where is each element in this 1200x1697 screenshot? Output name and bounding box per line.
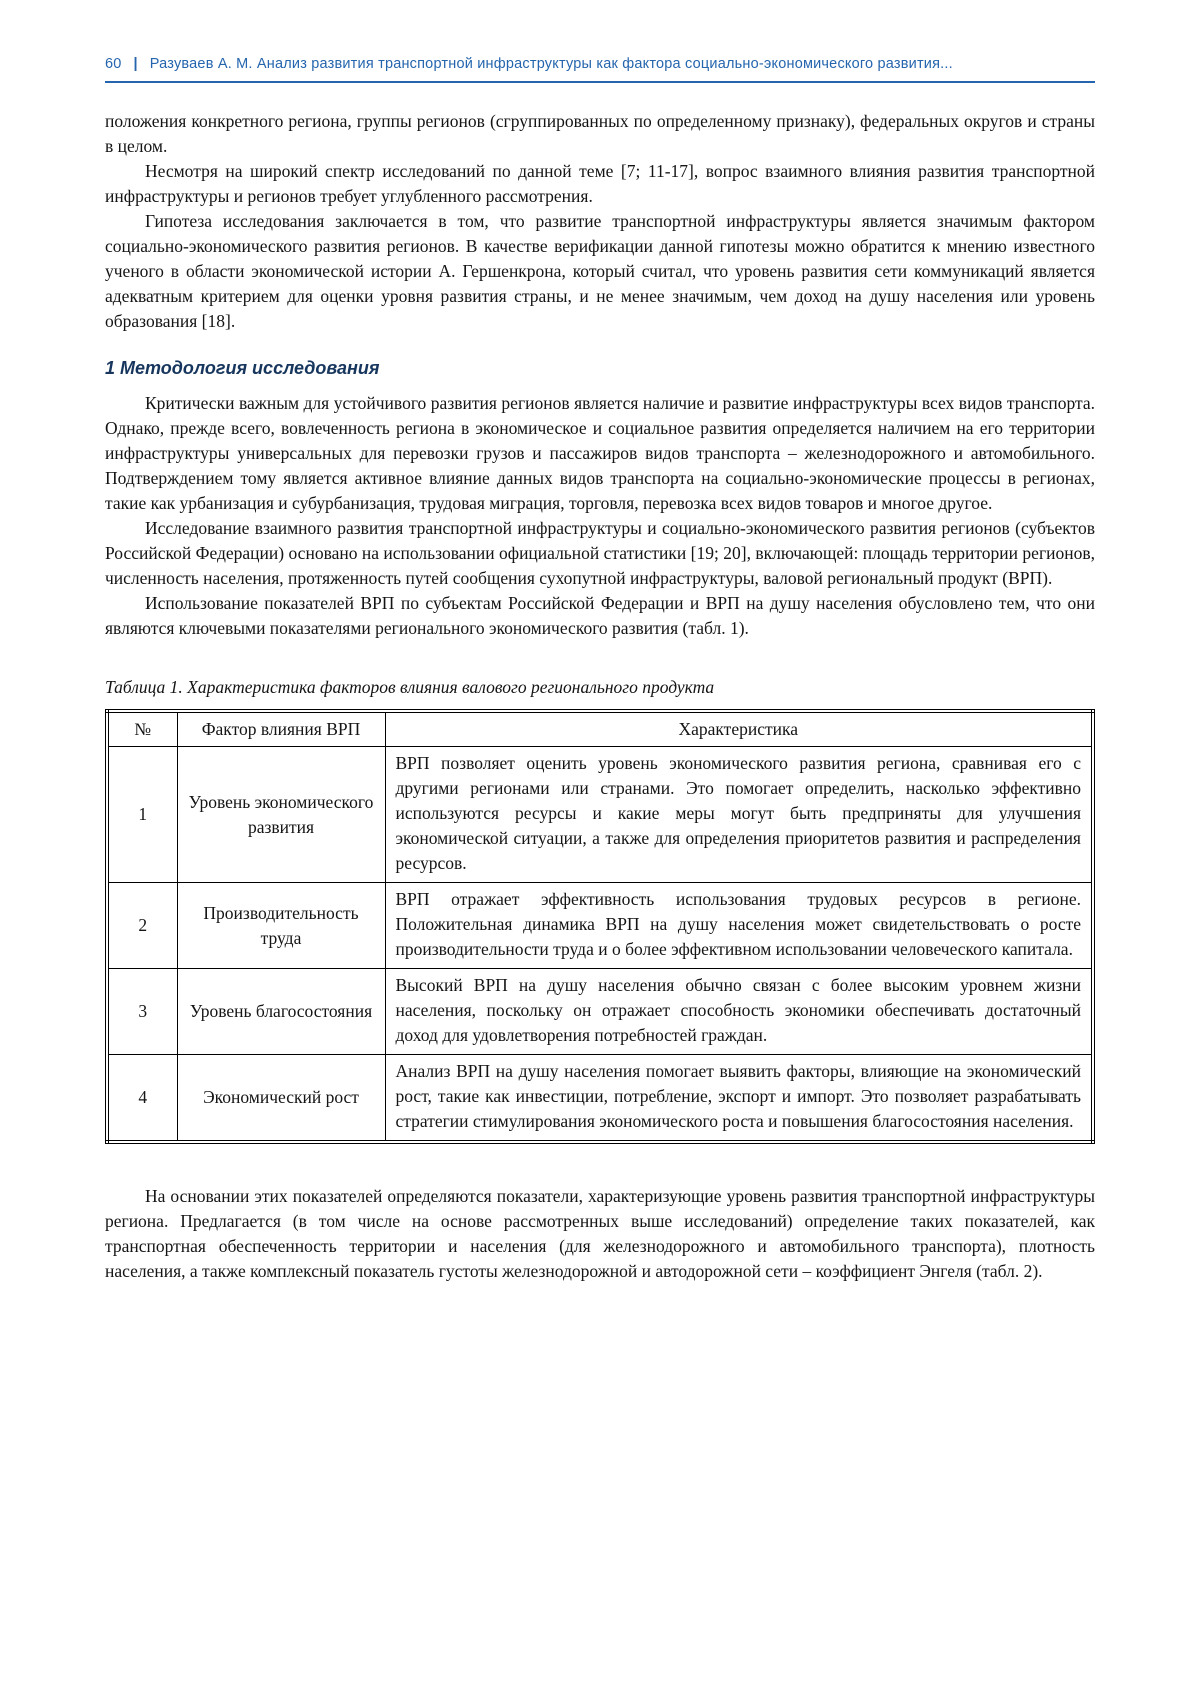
page-number: 60 xyxy=(105,56,122,72)
paragraph: Несмотря на широкий спектр исследований по данной теме [7; 11-17], вопрос взаимного влияния развития транспортной инфраструктуры и регионов требует углубленного рассмотрения. xyxy=(105,161,1095,206)
paragraph: Исследование взаимного развития транспортной инфраструктуры и социально-экономического развития регионов (субъектов Российской Федерации) основано на использовании официальной статистики [19; 20], включающей: площадь территории регионов, численность населения, протяженность путей сообщения сухопутной инфраструктуры, валовой региональный продукт (ВРП). xyxy=(105,518,1095,588)
running-title: Разуваев А. М. Анализ развития транспортной инфраструктуры как фактора социально-экономического развития... xyxy=(149,56,953,72)
row-characteristic: Высокий ВРП на душу населения обычно связан с более высоким уровнем жизни населения, поскольку он отражает способность экономики обеспечивать достаточный доход для удовлетворения потребностей граждан. xyxy=(385,969,1093,1055)
table-header-row xyxy=(107,711,1093,747)
paragraph-continuation: положения конкретного региона, группы регионов (сгруппированных по определенному признаку), федеральных округов и страны в целом. xyxy=(105,111,1095,156)
row-number: 2 xyxy=(107,883,177,969)
column-header-number: № xyxy=(107,711,177,747)
page-header xyxy=(105,56,1095,72)
table-row xyxy=(107,969,1093,1055)
row-characteristic: ВРП позволяет оценить уровень экономического развития региона, сравнивая его с другими регионами или странами. Это помогает определить, насколько эффективно используются ресурсы и какие меры могут быть предприняты для улучшения экономической ситуации, а также для определения приоритетов развития и распределения ресурсов. xyxy=(385,747,1093,883)
row-number: 3 xyxy=(107,969,177,1055)
row-factor: Уровень экономического развития xyxy=(177,747,385,883)
paragraph: Использование показателей ВРП по субъектам Российской Федерации и ВРП на душу населения обусловлено тем, что они являются ключевыми показателями регионального экономического развития (табл. 1). xyxy=(105,593,1095,638)
row-factor: Уровень благосостояния xyxy=(177,969,385,1055)
section-heading: 1 Методология исследования xyxy=(105,358,380,378)
header-rule xyxy=(105,81,1095,83)
table-row xyxy=(107,1055,1093,1143)
row-number: 4 xyxy=(107,1055,177,1143)
table-caption: Таблица 1. Характеристика факторов влияния валового регионального продукта xyxy=(105,677,715,697)
row-characteristic: ВРП отражает эффективность использования трудовых ресурсов в регионе. Положительная динамика ВРП на душу населения может свидетельствовать о росте производительности труда и о более эффективном использовании человеческого капитала. xyxy=(385,883,1093,969)
table-row xyxy=(107,883,1093,969)
vrp-factors-table xyxy=(105,709,1095,1144)
row-factor: Производительность труда xyxy=(177,883,385,969)
column-header-factor: Фактор влияния ВРП xyxy=(177,711,385,747)
row-number: 1 xyxy=(107,747,177,883)
column-header-characteristic: Характеристика xyxy=(385,711,1093,747)
header-separator: | xyxy=(133,56,138,72)
paragraph: Критически важным для устойчивого развития регионов является наличие и развитие инфраструктуры всех видов транспорта. Однако, прежде всего, вовлеченность региона в экономическое и социальное развития определяется наличием на его территории инфраструктуры универсальных для перевозки грузов и пассажиров видов транспорта – железнодорожного и автомобильного. Подтверждением тому является активное влияние данных видов транспорта на социально-экономические процессы в регионах, такие как урбанизация и субурбанизация, трудовая миграция, торговля, перевозка всех видов товаров и многое другое. xyxy=(105,393,1095,513)
table-row xyxy=(107,747,1093,883)
row-factor: Экономический рост xyxy=(177,1055,385,1143)
paragraph: Гипотеза исследования заключается в том, что развитие транспортной инфраструктуры является значимым фактором социально-экономического развития регионов. В качестве верификации данной гипотезы можно обратится к мнению известного ученого в области экономической истории А. Гершенкрона, который считал, что уровень развития сети коммуникаций является адекватным критерием для оценки уровня развития страны, и не менее значимым, чем доход на душу населения или уровень образования [18]. xyxy=(105,211,1095,331)
paragraph: На основании этих показателей определяются показатели, характеризующие уровень развития транспортной инфраструктуры региона. Предлагается (в том числе на основе рассмотренных выше исследований) определение таких показателей, как транспортная обеспеченность территории и населения (для железнодорожного и автомобильного транспорта), плотность населения, а также комплексный показатель густоты железнодорожной и автодорожной сети – коэффициент Энгеля (табл. 2). xyxy=(105,1186,1095,1281)
row-characteristic: Анализ ВРП на душу населения помогает выявить факторы, влияющие на экономический рост, такие как инвестиции, потребление, экспорт и импорт. Это позволяет разрабатывать стратегии стимулирования экономического роста и повышения благосостояния населения. xyxy=(385,1055,1093,1143)
